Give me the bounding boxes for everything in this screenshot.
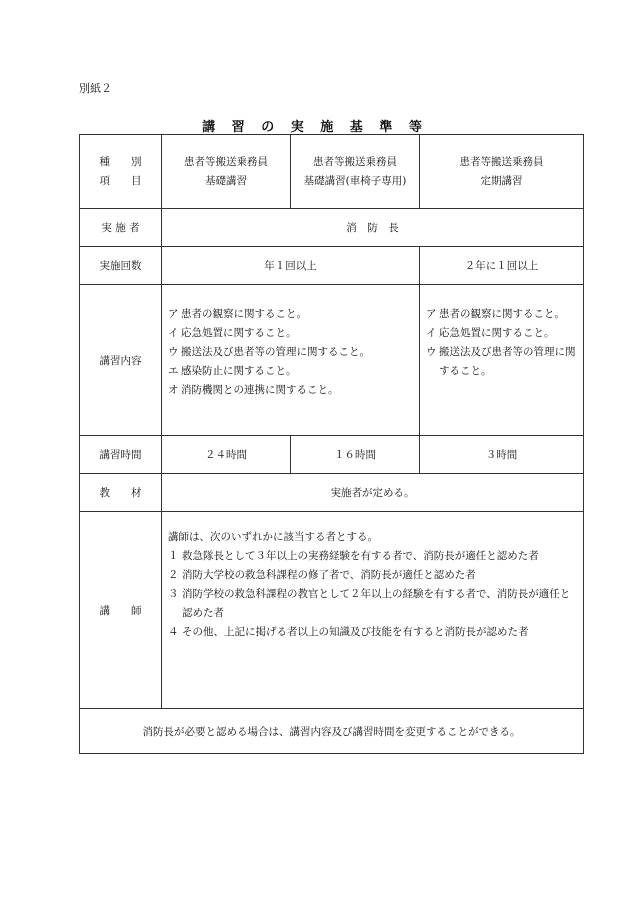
implementer-row — [80, 209, 584, 247]
document-label: 別紙２ — [79, 82, 112, 95]
hours-row — [80, 436, 584, 474]
instructor-label: 講 師 — [80, 512, 162, 709]
frequency-periodic: ２年に１回以上 — [420, 247, 584, 285]
list-item: イ 応急処置に関すること。 — [426, 327, 555, 339]
content-basic-list — [162, 285, 420, 436]
list-item: ウ 搬送法及び患者等の管理に関すること。 — [426, 346, 576, 377]
header-row-label: 種 別 項 目 — [80, 135, 162, 209]
list-item: ４ その他、上記に掲げる者以上の知識及び技能を有すると消防長が認めた者 — [168, 626, 529, 638]
implementer-value: 消 防 長 — [162, 209, 584, 247]
list-item: １ 救急隊長として３年以上の実務経験を有する者で、消防長が適任と認めた者 — [168, 550, 539, 562]
list-item: オ 消防機関との連携に関すること。 — [168, 384, 339, 396]
instructor-intro: 講師は、次のいずれかに該当する者とする。 — [168, 531, 378, 543]
frequency-basic: 年１回以上 — [162, 247, 420, 285]
header-basic: 患者等搬送乗務員 基礎講習 — [162, 135, 291, 209]
content-row — [80, 285, 584, 436]
materials-label: 教 材 — [80, 474, 162, 512]
hours-label: 講習時間 — [80, 436, 162, 474]
instructor-row — [80, 512, 584, 709]
list-item: ア 患者の観察に関すること。 — [168, 308, 307, 320]
hours-wheelchair: １６時間 — [291, 436, 420, 474]
list-item: ウ 搬送法及び患者等の管理に関すること。 — [168, 346, 370, 358]
header-row — [80, 135, 584, 209]
hours-periodic: ３時間 — [420, 436, 584, 474]
list-item: エ 感染防止に関すること。 — [168, 365, 297, 377]
frequency-row — [80, 247, 584, 285]
list-item: ３ 消防学校の救急科課程の教官として２年以上の経験を有する者で、消防長が適任と認めた者 — [168, 588, 571, 619]
standards-table — [79, 134, 584, 754]
materials-value: 実施者が定める。 — [162, 474, 584, 512]
footnote: 消防長が必要と認める場合は、講習内容及び講習時間を変更することができる。 — [80, 709, 584, 754]
frequency-label: 実施回数 — [80, 247, 162, 285]
instructor-list — [162, 512, 584, 709]
header-periodic: 患者等搬送乗務員 定期講習 — [420, 135, 584, 209]
header-wheelchair: 患者等搬送乗務員 基礎講習(車椅子専用) — [291, 135, 420, 209]
list-item: イ 応急処置に関すること。 — [168, 327, 297, 339]
list-item: ２ 消防大学校の救急科課程の修了者で、消防長が適任と認めた者 — [168, 569, 476, 581]
list-item: ア 患者の観察に関すること。 — [426, 308, 565, 320]
hours-basic: ２４時間 — [162, 436, 291, 474]
content-periodic-list — [420, 285, 584, 436]
implementer-label: 実 施 者 — [80, 209, 162, 247]
page-title: 講 習 の 実 施 基 準 等 — [202, 120, 428, 135]
materials-row — [80, 474, 584, 512]
footnote-row — [80, 709, 584, 754]
content-label: 講習内容 — [80, 285, 162, 436]
